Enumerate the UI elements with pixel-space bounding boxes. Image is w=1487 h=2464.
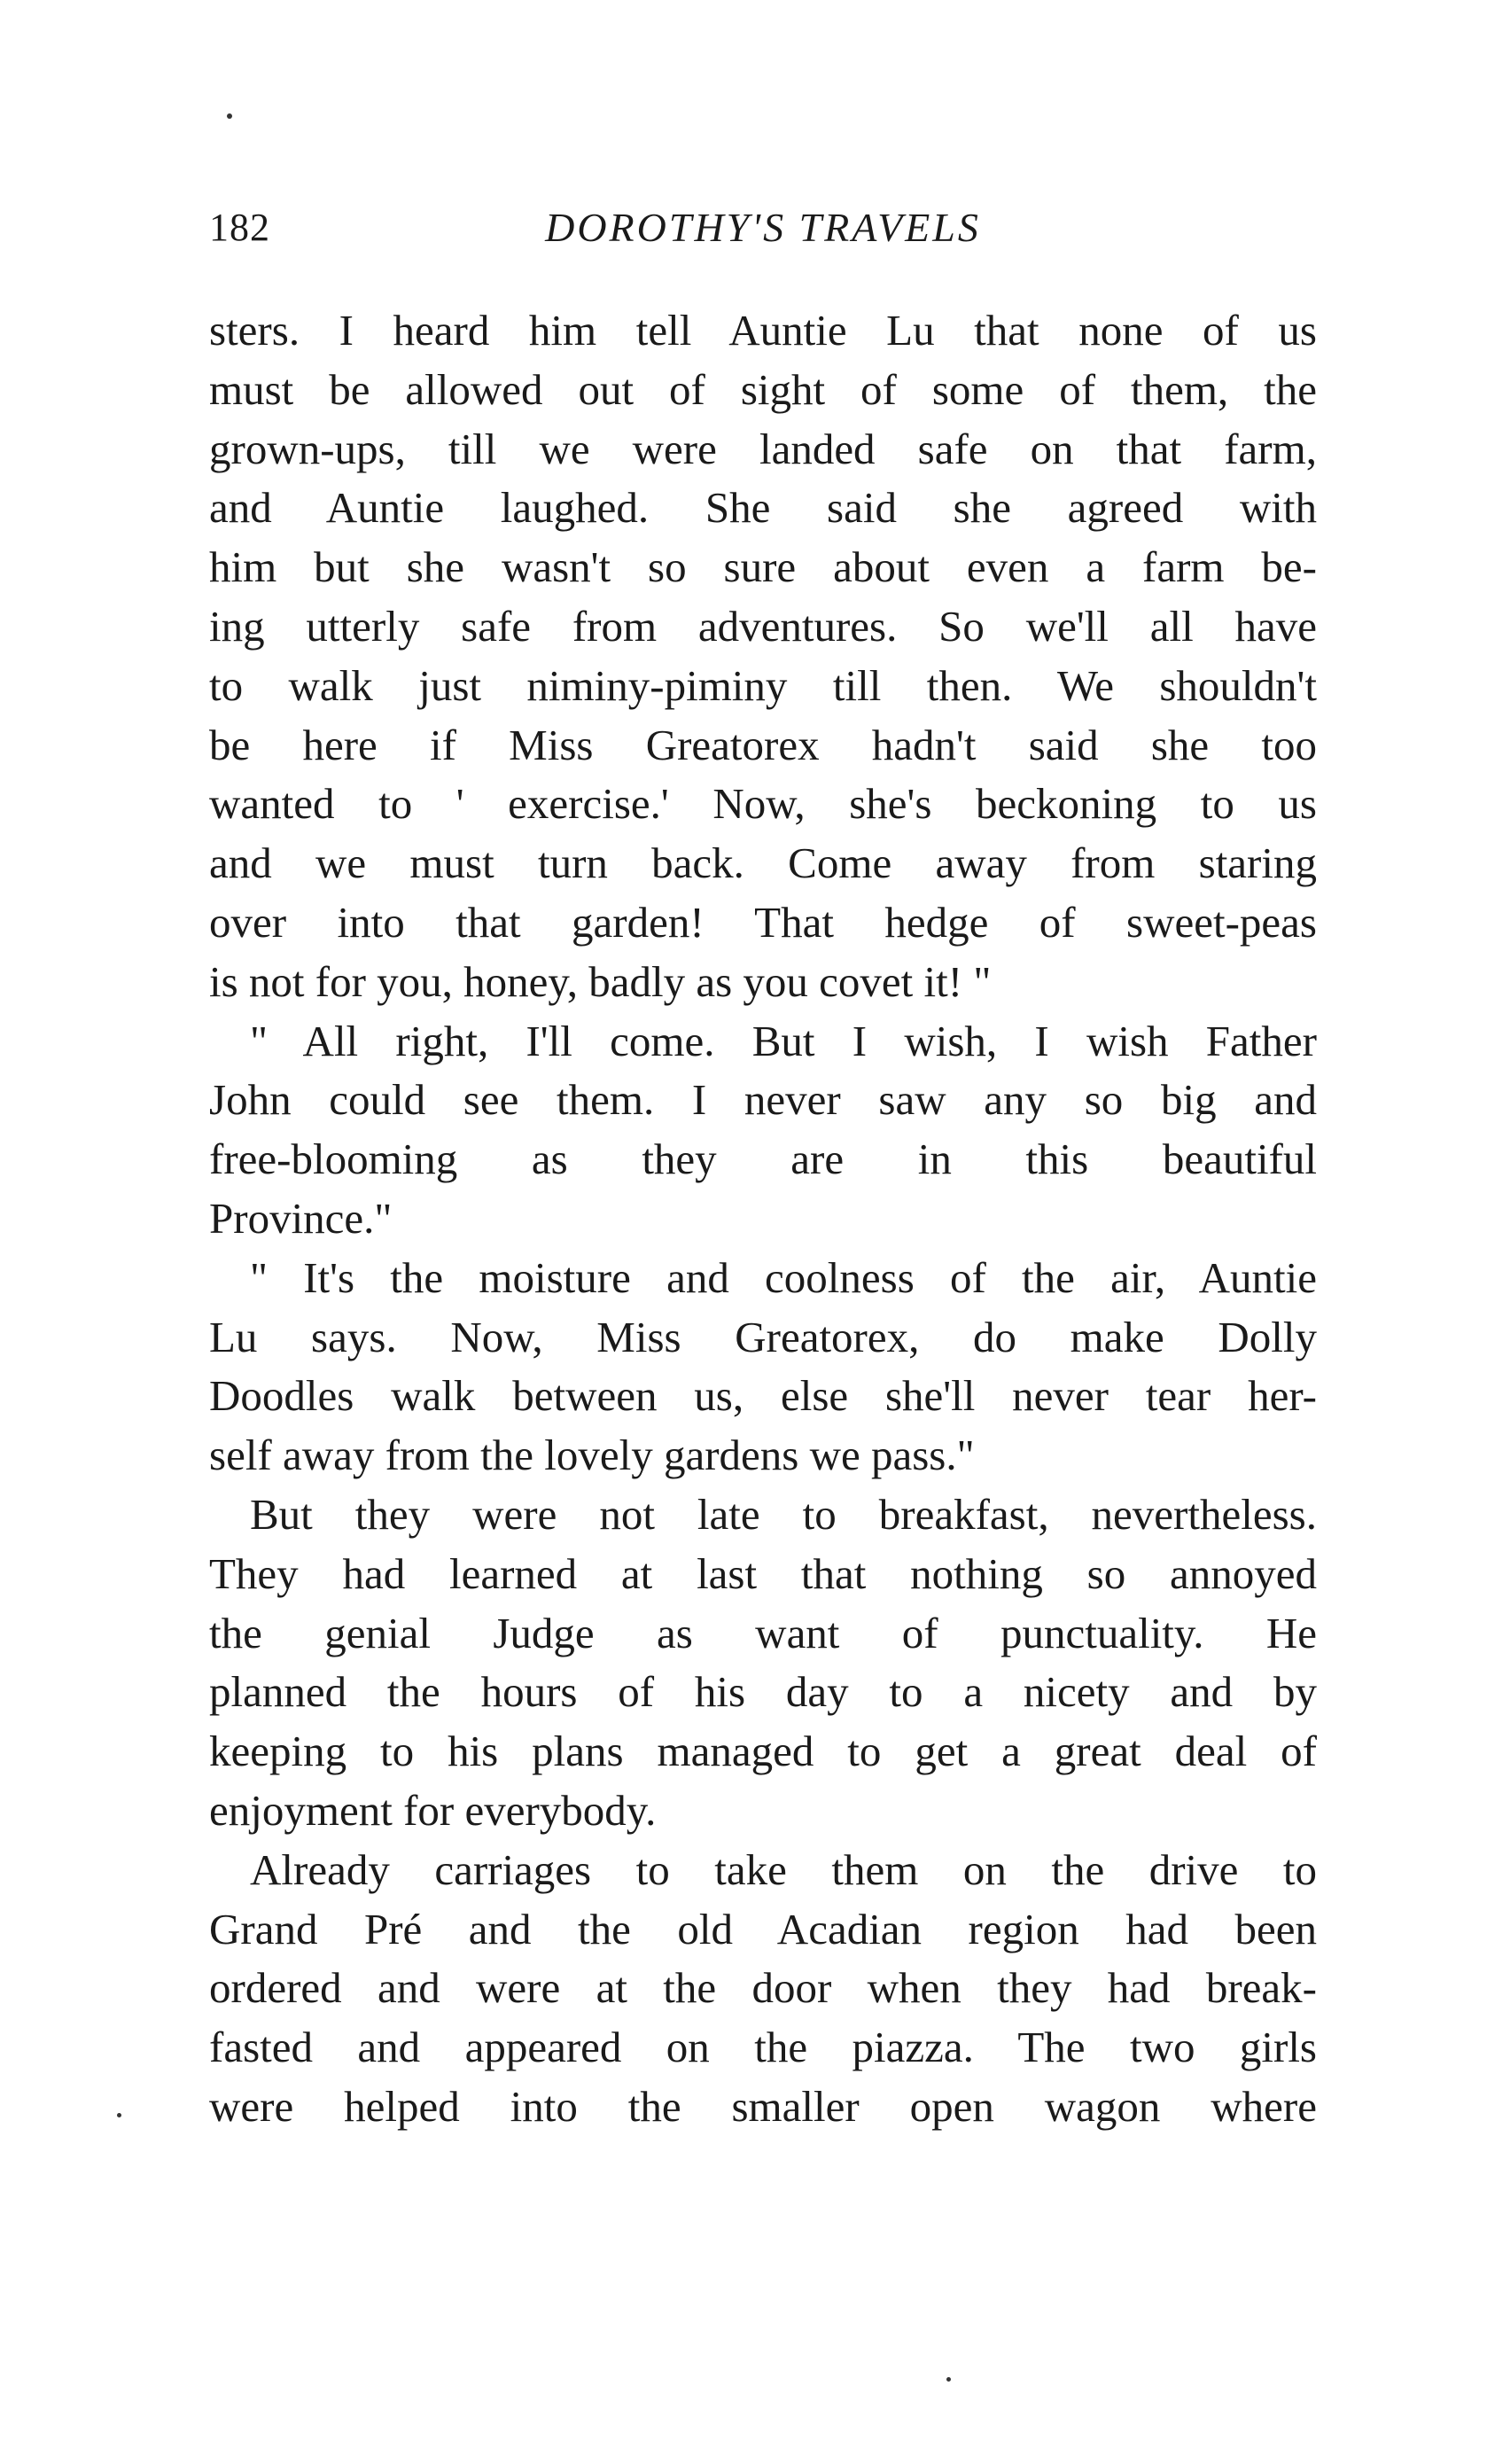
print-speck xyxy=(946,2377,951,2382)
running-head: DOROTHY'S TRAVELS xyxy=(545,205,981,250)
text-line: Grand Pré and the old Acadian region had been xyxy=(209,1904,1317,1953)
text-line: enjoyment for everybody. xyxy=(209,1785,657,1835)
text-line: the genial Judge as want of punctuality. He xyxy=(209,1608,1317,1657)
text-line: is not for you, honey, badly as you covet it! " xyxy=(209,956,992,1006)
text-line: be here if Miss Greatorex hadn't said she too xyxy=(209,720,1317,769)
paragraph xyxy=(209,301,1317,1012)
text-line: ordered and were at the door when they had break- xyxy=(209,1963,1317,2013)
page-header xyxy=(209,197,1317,259)
text-line: must be allowed out of sight of some of them, the xyxy=(209,364,1317,414)
text-line: planned the hours of his day to a nicety and by xyxy=(209,1667,1317,1717)
text-line: free-blooming as they are in this beautiful xyxy=(209,1135,1317,1184)
print-speck xyxy=(117,2113,121,2117)
text-line: to walk just niminy-piminy till then. We shouldn't xyxy=(209,660,1317,710)
text-line: sters. I heard him tell Auntie Lu that none of us xyxy=(209,306,1317,355)
text-line: him but she wasn't so sure about even a farm be- xyxy=(209,542,1317,592)
text-line: They had learned at last that nothing so annoyed xyxy=(209,1548,1317,1598)
text-line: and we must turn back. Come away from staring xyxy=(209,838,1317,888)
text-line: " All right, I'll come. But I wish, I wish Father xyxy=(250,1016,1317,1065)
paragraph xyxy=(209,1012,1317,1249)
text-line: ing utterly safe from adventures. So we'll all have xyxy=(209,601,1317,651)
text-line: But they were not late to breakfast, nevertheless. xyxy=(250,1489,1317,1539)
text-line: over into that garden! That hedge of sweet-peas xyxy=(209,897,1317,947)
paragraph xyxy=(209,1249,1317,1485)
text-line: and Auntie laughed. She said she agreed with xyxy=(209,483,1317,533)
text-line: self away from the lovely gardens we pass." xyxy=(209,1431,975,1480)
text-line: fasted and appeared on the piazza. The two girls xyxy=(209,2023,1317,2072)
page-number: 182 xyxy=(209,206,270,249)
print-speck xyxy=(227,113,232,119)
paragraph xyxy=(209,1841,1317,2137)
text-line: " It's the moisture and coolness of the air, Auntie xyxy=(250,1252,1317,1302)
text-line: were helped into the smaller open wagon where xyxy=(209,2081,1317,2131)
text-line: wanted to ' exercise.' Now, she's beckoning to us xyxy=(209,779,1317,829)
text-line: keeping to his plans managed to get a great deal of xyxy=(209,1727,1317,1776)
text-line: Province." xyxy=(209,1193,393,1243)
paragraph xyxy=(209,1485,1317,1841)
body-text xyxy=(209,301,1317,2137)
text-line: Lu says. Now, Miss Greatorex, do make Dolly xyxy=(209,1312,1317,1361)
text-line: Already carriages to take them on the drive to xyxy=(250,1844,1317,1894)
text-line: Doodles walk between us, else she'll never tear her- xyxy=(209,1371,1317,1421)
text-line: grown-ups, till we were landed safe on that farm, xyxy=(209,424,1317,473)
text-line: John could see them. I never saw any so big and xyxy=(209,1075,1317,1125)
